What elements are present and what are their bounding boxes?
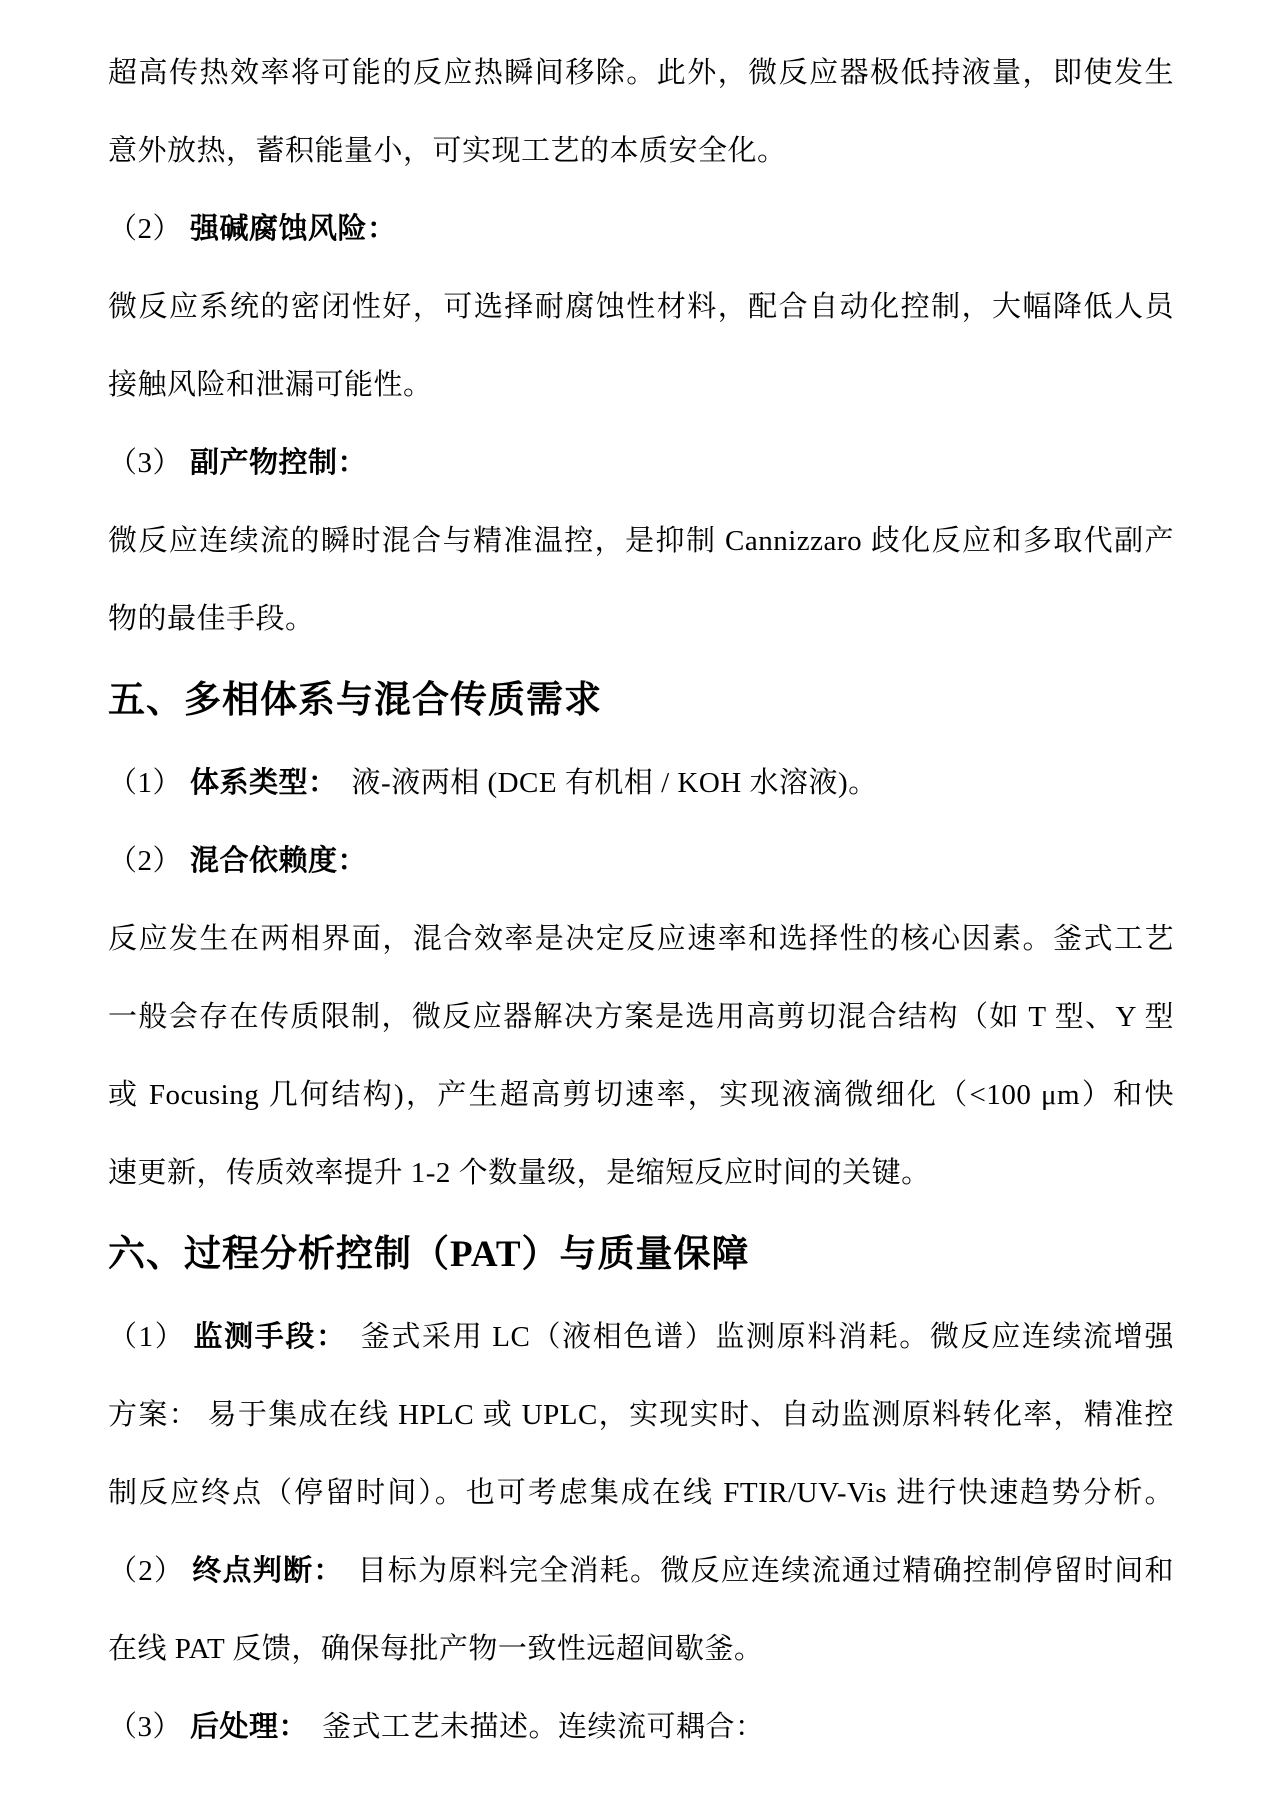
- body-text: 或 Focusing 几何结构)，产生超高剪切速率，实现液滴微细化（<100 μm）和快: [108, 1079, 1174, 1111]
- item-label: 副产物控制：: [190, 447, 368, 479]
- body-text: 方案： 易于集成在线 HPLC 或 UPLC，实现实时、自动监测原料转化率，精准控: [108, 1399, 1174, 1431]
- body-line: [108, 268, 1174, 346]
- body-text: 微反应系统的密闭性好，可选择耐腐蚀性材料，配合自动化控制，大幅降低人员: [108, 291, 1174, 323]
- list-item-line: [108, 1688, 1174, 1766]
- section-heading: [108, 1212, 1174, 1298]
- item-number: （1）: [108, 767, 183, 799]
- body-line: [108, 346, 1174, 424]
- body-line: [108, 1610, 1174, 1688]
- body-line: [108, 502, 1174, 580]
- body-line: [108, 34, 1174, 112]
- body-text: 超高传热效率将可能的反应热瞬间移除。此外，微反应器极低持液量，即使发生: [108, 57, 1174, 89]
- section-heading: [108, 658, 1174, 744]
- item-number: （3）: [108, 1711, 183, 1743]
- item-label: 混合依赖度：: [190, 845, 368, 877]
- section-heading-text: 五、多相体系与混合传质需求: [108, 680, 602, 721]
- list-item-line: [108, 822, 1174, 900]
- item-label: 终点判断：: [192, 1555, 344, 1587]
- list-item-line: [108, 190, 1174, 268]
- body-text: 制反应终点（停留时间）。也可考虑集成在线 FTIR/UV-Vis 进行快速趋势分析。: [108, 1477, 1174, 1509]
- body-text: 速更新，传质效率提升 1-2 个数量级，是缩短反应时间的关键。: [108, 1157, 931, 1189]
- item-number: （2）: [108, 845, 183, 877]
- list-item-line: [108, 424, 1174, 502]
- body-text: 反应发生在两相界面，混合效率是决定反应速率和选择性的核心因素。釜式工艺: [108, 923, 1174, 955]
- body-text: 接触风险和泄漏可能性。: [108, 369, 433, 401]
- body-text: 微反应连续流的瞬时混合与精准温控，是抑制 Cannizzaro 歧化反应和多取代副产: [108, 525, 1174, 557]
- item-text: 液-液两相 (DCE 有机相 / KOH 水溶液)。: [351, 767, 878, 799]
- item-text: 目标为原料完全消耗。微反应连续流通过精确控制停留时间和: [357, 1555, 1174, 1587]
- body-text: 意外放热，蓄积能量小，可实现工艺的本质安全化。: [108, 135, 787, 167]
- body-text: 在线 PAT 反馈，确保每批产物一致性远超间歇釜。: [108, 1633, 764, 1665]
- list-item-line: [108, 744, 1174, 822]
- list-item-line: [108, 1532, 1174, 1610]
- body-line: [108, 1134, 1174, 1212]
- item-number: （1）: [108, 1321, 186, 1353]
- body-text: 物的最佳手段。: [108, 603, 315, 635]
- body-text: 一般会存在传质限制，微反应器解决方案是选用高剪切混合结构（如 T 型、Y 型: [108, 1001, 1174, 1033]
- body-line: [108, 1454, 1174, 1532]
- item-number: （2）: [108, 213, 183, 245]
- item-label: 体系类型：: [190, 767, 338, 799]
- body-line: [108, 112, 1174, 190]
- item-label: 后处理：: [190, 1711, 309, 1743]
- item-label: 监测手段：: [193, 1321, 347, 1353]
- item-number: （2）: [108, 1555, 185, 1587]
- body-line: [108, 1376, 1174, 1454]
- item-label: 强碱腐蚀风险：: [190, 213, 397, 245]
- item-text: 釜式采用 LC（液相色谱）监测原料消耗。微反应连续流增强: [360, 1321, 1174, 1353]
- section-heading-text: 六、过程分析控制（PAT）与质量保障: [108, 1234, 750, 1275]
- body-line: [108, 580, 1174, 658]
- item-text: 釜式工艺未描述。连续流可耦合：: [322, 1711, 765, 1743]
- body-line: [108, 978, 1174, 1056]
- body-line: [108, 1056, 1174, 1134]
- body-line: [108, 900, 1174, 978]
- list-item-line: [108, 1298, 1174, 1376]
- item-number: （3）: [108, 447, 183, 479]
